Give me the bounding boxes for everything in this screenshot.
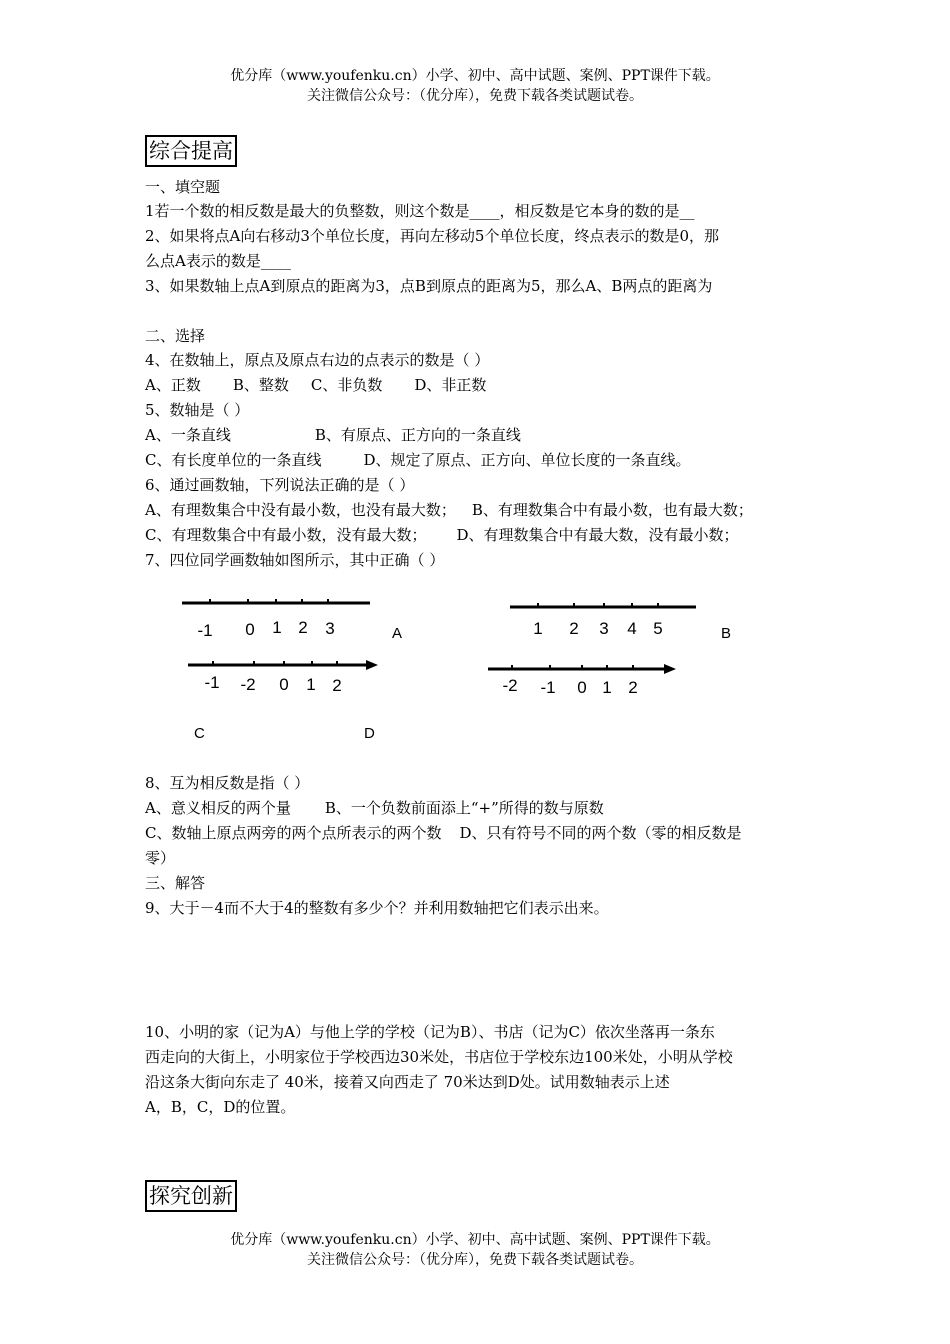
question-10-line-4: A，B，C，D的位置。 xyxy=(145,1098,296,1116)
figure-label-a: A xyxy=(392,625,403,642)
question-2-line-1: 2、如果将点A向右移动3个单位长度，再向左移动5个单位长度，终点表示的数是0，那 xyxy=(145,227,720,245)
question-5-options-row-2 xyxy=(145,449,691,471)
tick-label-a-4: 2 xyxy=(298,618,308,637)
question-6-options-row-1 xyxy=(145,499,753,521)
question-6: 6、通过画数轴，下列说法正确的是（ ） xyxy=(145,476,415,494)
part1-heading: 一、填空题 xyxy=(145,178,221,196)
part3-heading: 三、解答 xyxy=(145,874,206,892)
q4-option-d: D、非正数 xyxy=(414,376,487,394)
header-line-1: 优分库（www.youfenku.cn）小学、初中、高中试题、案例、PPT课件下载。 xyxy=(230,68,720,84)
tick-label-a-3: 1 xyxy=(272,618,282,637)
question-10-line-2: 西走向的大街上，小明家位于学校西边30米处，书店位于学校东边100米处，小明从学校 xyxy=(145,1048,733,1066)
q5-option-b: B、有原点、正方向的一条直线 xyxy=(314,426,521,444)
question-8-options-row-1 xyxy=(145,797,604,819)
q8-option-a: A、意义相反的两个量 xyxy=(145,799,291,817)
number-lines-svg xyxy=(0,585,950,755)
tick-label-b-2: 2 xyxy=(569,619,579,638)
tick-label-d-4: 1 xyxy=(602,678,612,697)
question-7: 7、四位同学画数轴如图所示，其中正确（ ） xyxy=(145,551,445,569)
q6-option-a: A、有理数集合中没有最小数，也没有最大数； xyxy=(145,501,456,519)
q6-option-d: D、有理数集合中有最大数，没有最小数； xyxy=(456,526,739,544)
section-title-comprehensive: 综合提高 xyxy=(145,135,237,167)
section-title-exploration: 探究创新 xyxy=(145,1180,237,1212)
tick-label-b-4: 4 xyxy=(627,619,637,638)
tick-label-b-3: 3 xyxy=(599,619,609,638)
part2-heading: 二、选择 xyxy=(145,327,206,345)
tick-label-a-5: 3 xyxy=(325,619,335,638)
tick-label-b-1: 1 xyxy=(533,619,543,638)
tick-label-d-3: 0 xyxy=(577,678,587,697)
figure-label-d: D xyxy=(364,725,375,742)
q4-option-c: C、非负数 xyxy=(310,376,383,394)
arrow-c xyxy=(366,660,378,670)
question-2-line-2: 么点A表示的数是____ xyxy=(145,252,291,270)
tick-label-a-1: -1 xyxy=(197,621,213,640)
number-line-d xyxy=(488,664,676,697)
tick-label-d-1: -2 xyxy=(502,676,518,695)
number-line-a xyxy=(182,599,370,640)
question-8-options-row-3: 零） xyxy=(145,849,176,867)
tick-label-a-2: 0 xyxy=(245,620,255,639)
question-1: 1若一个数的相反数是最大的负整数，则这个数是____，相反数是它本身的数的是__ xyxy=(145,202,695,220)
question-4-options xyxy=(145,374,486,396)
question-6-options-row-2 xyxy=(145,524,739,546)
q5-option-d: D、规定了原点、正方向、单位长度的一条直线。 xyxy=(363,451,691,469)
q8-option-d: D、只有符号不同的两个数（零的相反数是 xyxy=(459,824,742,842)
q6-option-b: B、有理数集合中有最小数，也有最大数； xyxy=(471,501,753,519)
q5-option-a: A、一条直线 xyxy=(145,426,231,444)
header-line-2: 关注微信公众号：（优分库），免费下载各类试题试卷。 xyxy=(307,88,643,104)
question-9: 9、大于－4而不大于4的整数有多少个？并利用数轴把它们表示出来。 xyxy=(145,899,609,917)
number-line-figure xyxy=(0,585,950,755)
question-8: 8、互为相反数是指（ ） xyxy=(145,774,310,792)
question-3: 3、如果数轴上点A到原点的距离为3，点B到原点的距离为5，那么A、B两点的距离为 xyxy=(145,277,713,295)
question-10-line-3: 沿这条大街向东走了 40米，接着又向西走了 70米达到D处。试用数轴表示上述 xyxy=(145,1073,670,1091)
question-4: 4、在数轴上，原点及原点右边的点表示的数是（ ） xyxy=(145,351,490,369)
footer-line-1: 优分库（www.youfenku.cn）小学、初中、高中试题、案例、PPT课件下载。 xyxy=(230,1232,720,1248)
q4-option-a: A、正数 xyxy=(145,376,201,394)
q4-option-b: B、整数 xyxy=(232,376,289,394)
tick-label-c-3: 0 xyxy=(279,675,289,694)
tick-label-c-4: 1 xyxy=(306,675,316,694)
number-line-b xyxy=(510,603,696,638)
tick-label-c-2: -2 xyxy=(240,675,256,694)
q8-option-c: C、数轴上原点两旁的两个点所表示的两个数 xyxy=(145,824,442,842)
number-line-c xyxy=(188,660,378,695)
question-8-options-row-2 xyxy=(145,822,742,844)
tick-label-d-2: -1 xyxy=(540,678,556,697)
figure-label-b: B xyxy=(721,625,732,642)
question-5: 5、数轴是（ ） xyxy=(145,401,250,419)
q6-option-c: C、有理数集合中有最小数，没有最大数； xyxy=(145,526,427,544)
tick-label-c-5: 2 xyxy=(332,676,342,695)
tick-label-b-5: 5 xyxy=(653,619,663,638)
footer-line-2: 关注微信公众号：（优分库），免费下载各类试题试卷。 xyxy=(307,1252,643,1268)
question-5-options-row-1 xyxy=(145,424,521,446)
arrow-d xyxy=(664,664,676,674)
tick-label-c-1: -1 xyxy=(204,673,220,692)
q5-option-c: C、有长度单位的一条直线 xyxy=(145,451,322,469)
question-10-line-1: 10、小明的家（记为A）与他上学的学校（记为B）、书店（记为C）依次坐落再一条东 xyxy=(145,1023,715,1041)
figure-label-c: C xyxy=(194,725,205,742)
q8-option-b: B、一个负数前面添上“+”所得的数与原数 xyxy=(324,799,604,817)
tick-label-d-5: 2 xyxy=(628,678,638,697)
